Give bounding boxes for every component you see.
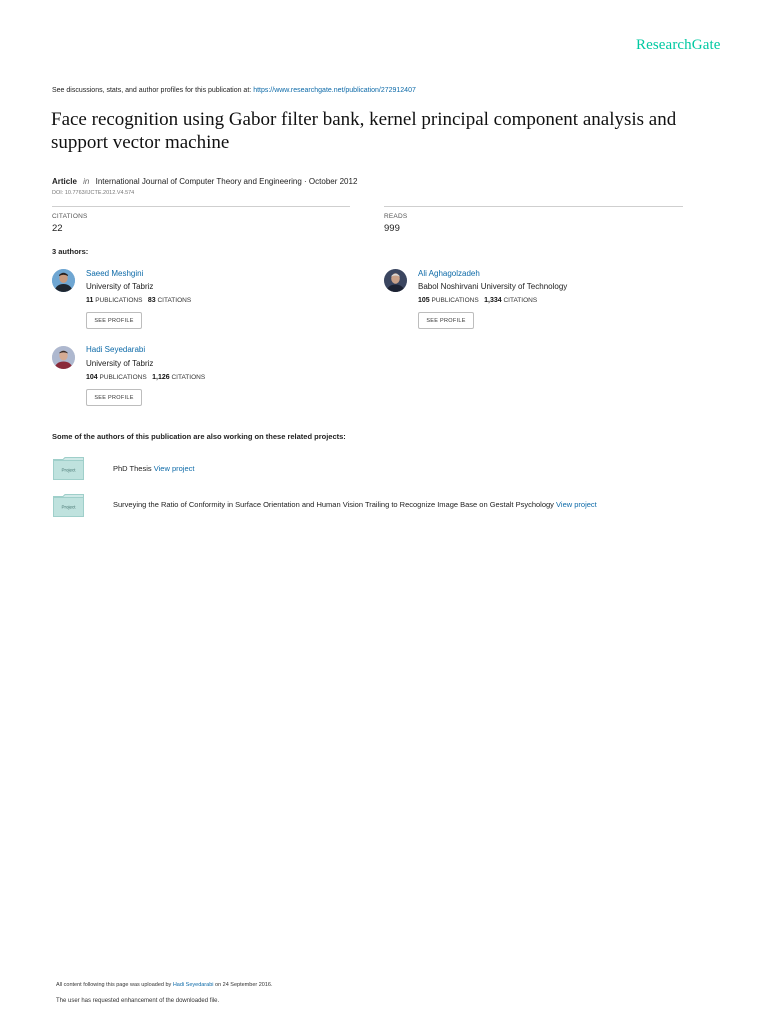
- see-discussions-line: [52, 87, 416, 94]
- citations-label: CITATIONS: [52, 213, 88, 220]
- project-icon-label: Project: [61, 504, 76, 510]
- project-title: Surveying the Ratio of Conformity in Surface Orientation and Human Vision Trailing to Recognize Image Base on Gestalt Psychology: [113, 500, 554, 509]
- author-publications-count: 104: [86, 374, 98, 381]
- project-item: [113, 464, 194, 473]
- author-citations-count: 1,334: [484, 297, 502, 304]
- author-avatar-ali-aghagolzadeh[interactable]: [384, 269, 407, 292]
- citations-value: 22: [52, 223, 63, 234]
- project-folder-icon[interactable]: [53, 457, 84, 480]
- person-icon: [384, 269, 407, 292]
- see-profile-button[interactable]: SEE PROFILE: [86, 389, 142, 406]
- author-avatar-hadi-seyedarabi[interactable]: [52, 346, 75, 369]
- author-name-link[interactable]: Ali Aghagolzadeh: [418, 269, 480, 278]
- researchgate-logo[interactable]: ResearchGate: [636, 37, 721, 53]
- view-project-link[interactable]: View project: [153, 464, 195, 473]
- upload-note-suffix: on 24 September 2016.: [215, 982, 273, 988]
- author-citations-count: 83: [147, 297, 156, 304]
- enhancement-request-note: The user has requested enhancement of the downloaded file.: [56, 998, 220, 1004]
- project-folder-icon[interactable]: [53, 494, 84, 517]
- article-type: Article: [52, 177, 77, 186]
- article-in-label: in: [83, 177, 90, 186]
- author-institution: University of Tabriz: [86, 359, 154, 368]
- see-discussions-text: See discussions, stats, and author profiles for this publication at:: [52, 87, 252, 94]
- author-publications-label: PUBLICATIONS: [95, 297, 143, 304]
- author-stats: [86, 374, 205, 381]
- authors-heading: 3 authors:: [52, 247, 89, 256]
- project-title: PhD Thesis: [113, 464, 152, 473]
- author-avatar-saeed-meshgini[interactable]: [52, 269, 75, 292]
- author-institution: University of Tabriz: [86, 282, 154, 291]
- author-citations-count: 1,126: [152, 374, 170, 381]
- person-icon: [52, 346, 75, 369]
- see-profile-button[interactable]: SEE PROFILE: [418, 312, 474, 329]
- upload-note-prefix: All content following this page was uploaded by: [56, 982, 172, 988]
- author-publications-count: 105: [418, 297, 430, 304]
- author-stats: [418, 297, 537, 304]
- person-icon: [52, 269, 75, 292]
- reads-label: READS: [384, 213, 408, 220]
- see-profile-button[interactable]: SEE PROFILE: [86, 312, 142, 329]
- author-institution: Babol Noshirvani University of Technology: [418, 282, 568, 291]
- view-project-link[interactable]: View project: [556, 500, 597, 509]
- author-citations-label: CITATIONS: [503, 297, 538, 304]
- reads-value: 999: [384, 223, 400, 234]
- author-name-link[interactable]: Saeed Meshgini: [86, 269, 144, 278]
- author-citations-label: CITATIONS: [171, 374, 206, 381]
- author-stats: [86, 297, 191, 304]
- publication-title: Face recognition using Gabor filter bank, kernel principal component analysis and support vector machine: [51, 109, 677, 153]
- project-icon-label: Project: [61, 467, 76, 473]
- author-publications-label: PUBLICATIONS: [99, 374, 147, 381]
- reads-divider: [384, 206, 683, 207]
- citations-divider: [52, 206, 350, 207]
- article-meta: [52, 177, 357, 186]
- publication-url-link[interactable]: https://www.researchgate.net/publication/272912407: [253, 87, 416, 94]
- author-citations-label: CITATIONS: [157, 297, 192, 304]
- related-projects-heading: Some of the authors of this publication are also working on these related projects:: [52, 432, 346, 441]
- author-name-link[interactable]: Hadi Seyedarabi: [86, 345, 146, 354]
- article-doi: DOI: 10.7763/IJCTE.2012.V4.574: [52, 190, 135, 196]
- upload-note: [56, 982, 273, 988]
- author-publications-label: PUBLICATIONS: [431, 297, 479, 304]
- author-publications-count: 11: [86, 297, 94, 304]
- article-venue: International Journal of Computer Theory and Engineering · October 2012: [95, 177, 358, 186]
- uploader-link[interactable]: Hadi Seyedarabi: [172, 982, 214, 988]
- project-item: [113, 500, 597, 509]
